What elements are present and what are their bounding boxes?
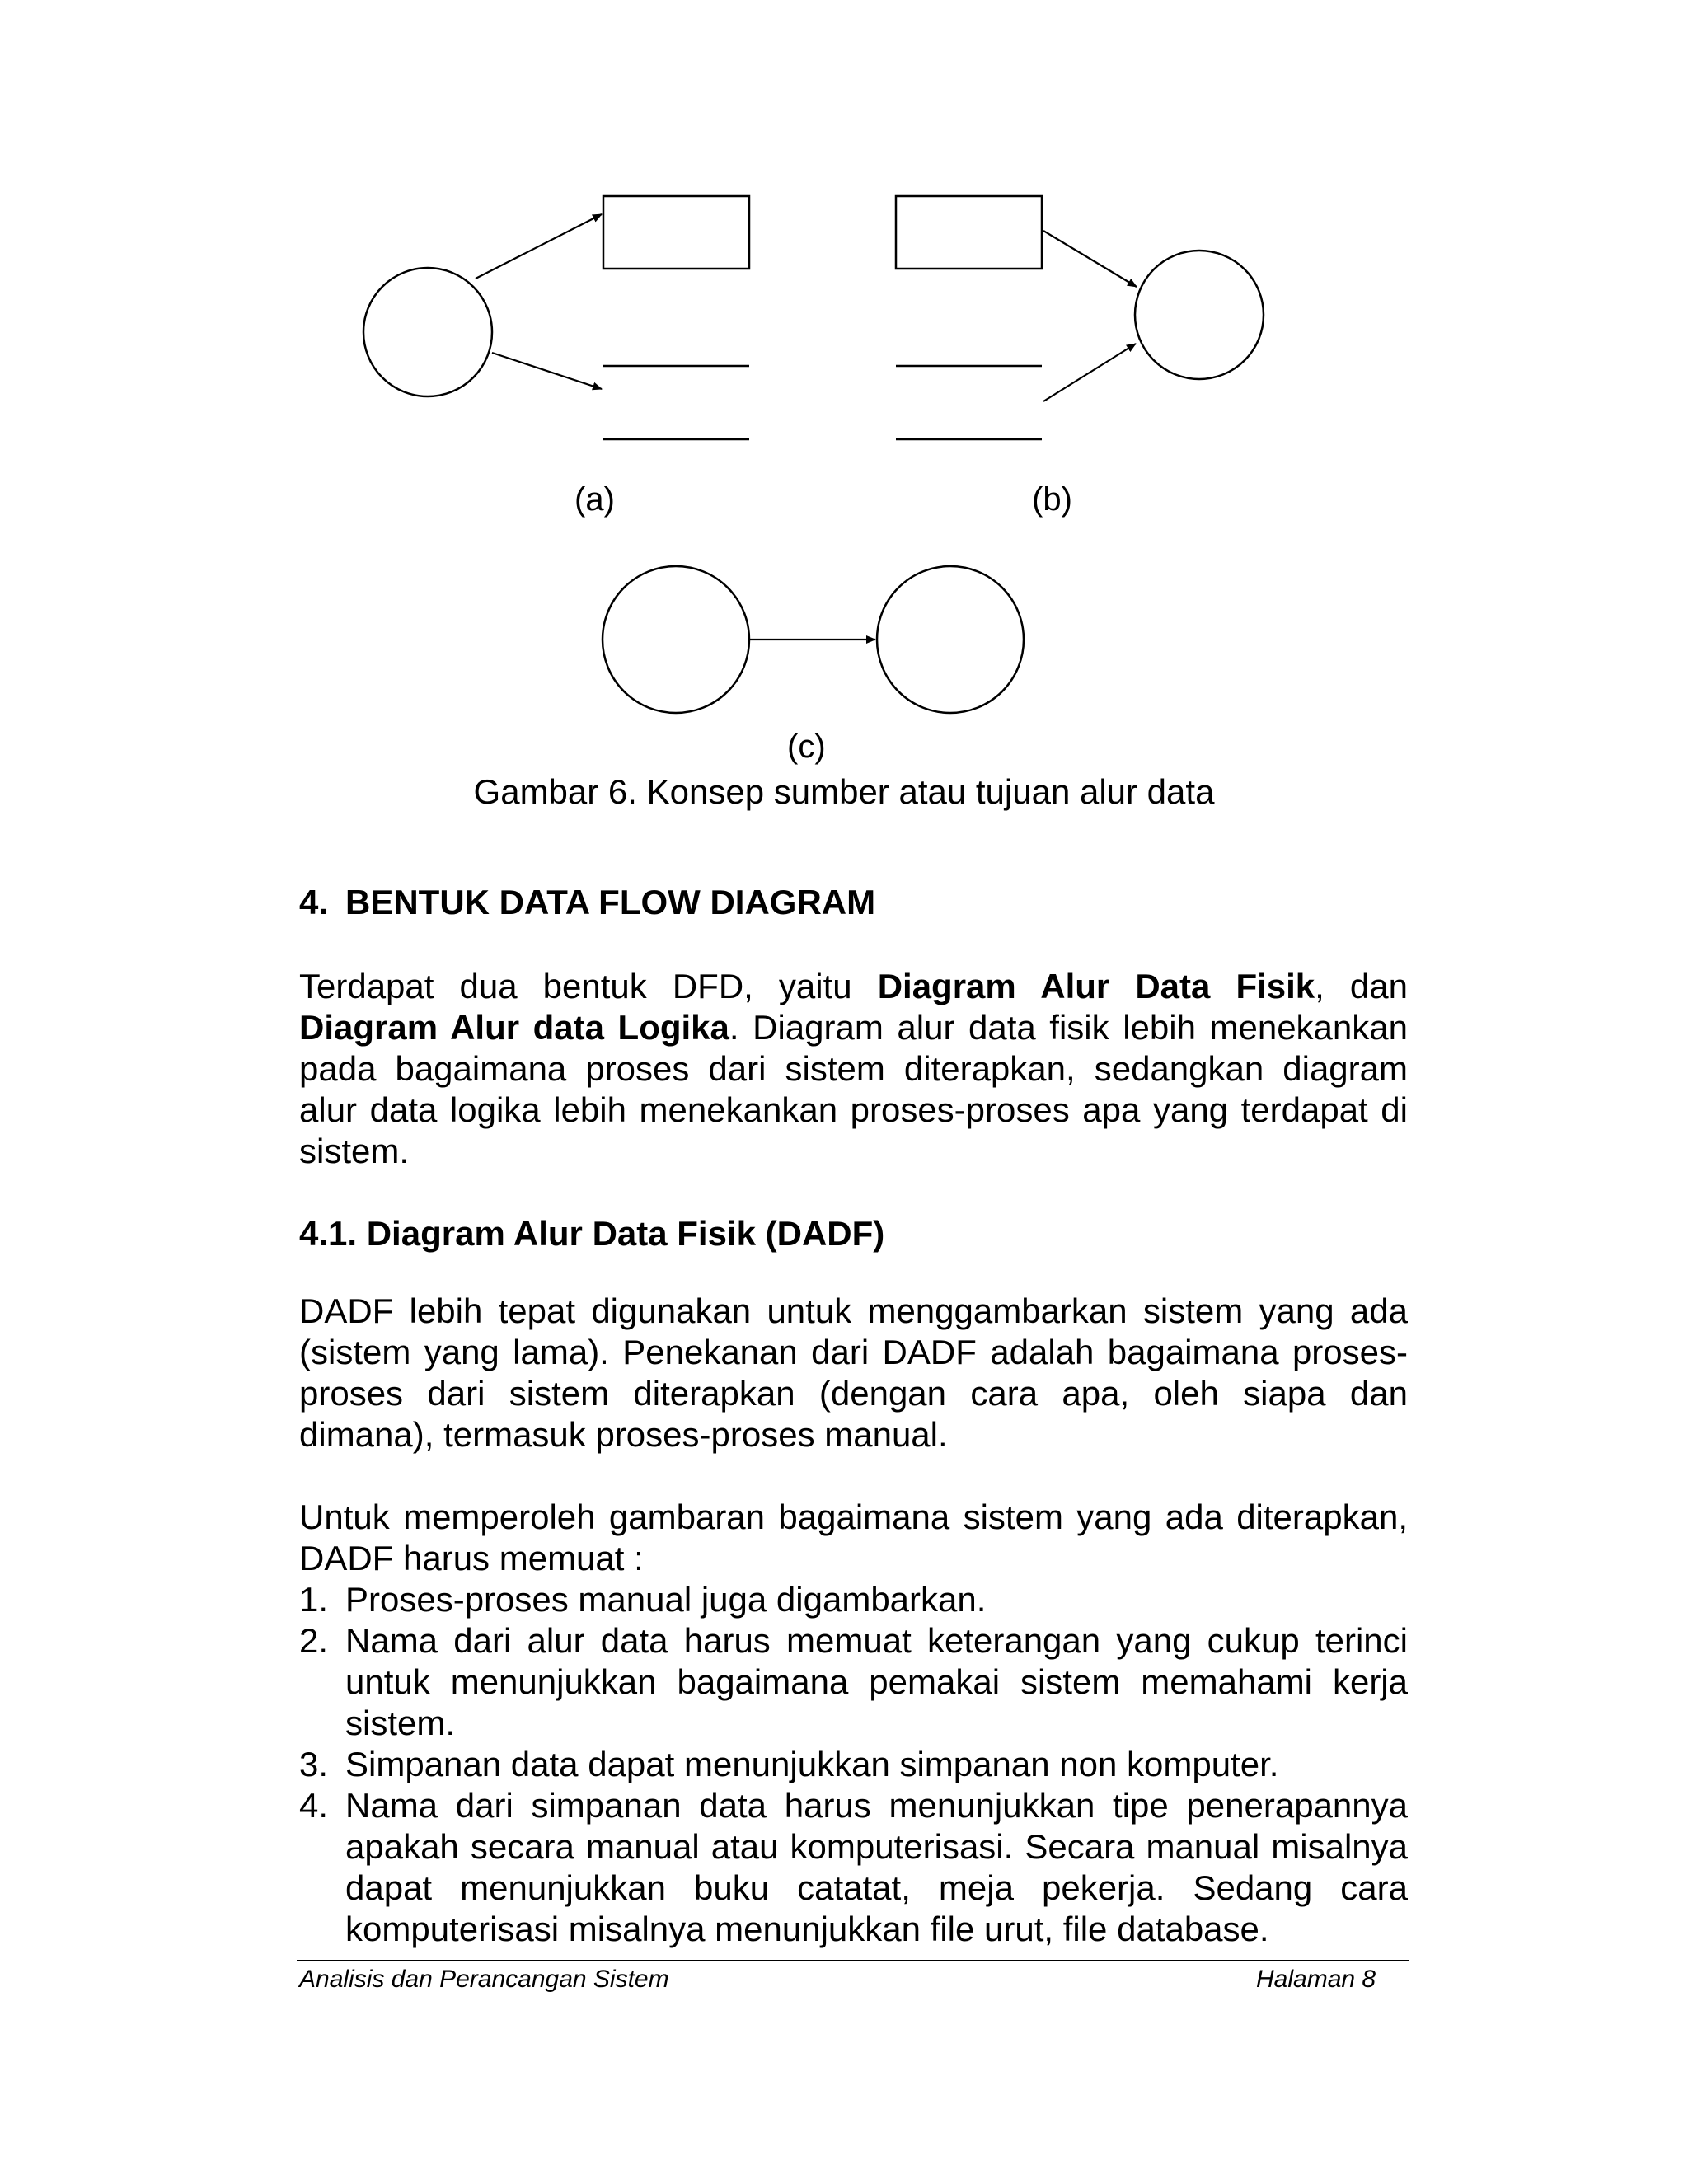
list-item <box>299 1785 1408 1950</box>
para-bold-2: Diagram Alur data Logika <box>299 1008 729 1047</box>
para-text-2: , dan <box>1315 967 1408 1005</box>
list-item <box>299 1620 1408 1744</box>
footer-title: Analisis dan Perancangan Sistem <box>299 1966 669 1993</box>
footer-page-number: Halaman 8 <box>1256 1966 1376 1993</box>
process-circle-c-left <box>603 566 749 713</box>
process-circle-c-right <box>877 566 1024 713</box>
list-item <box>299 1744 1408 1785</box>
section-paragraph <box>299 966 1408 1172</box>
list-item-number: 1. <box>299 1580 329 1619</box>
section-heading <box>299 882 1408 923</box>
flow-arrow-a-to-entity <box>476 214 602 279</box>
footer-divider <box>297 1960 1409 1961</box>
entity-box-b <box>896 196 1042 269</box>
list-item-number: 2. <box>299 1621 329 1660</box>
figure-label-b: (b) <box>1032 481 1072 518</box>
section-title: BENTUK DATA FLOW DIAGRAM <box>345 883 876 921</box>
list-item-number: 3. <box>299 1745 329 1783</box>
list-item <box>299 1579 1408 1620</box>
flow-arrow-entity-to-b <box>1043 231 1137 287</box>
process-circle-a <box>363 268 492 396</box>
requirements-list <box>299 1579 1408 1950</box>
flow-arrow-store-to-b <box>1043 344 1136 401</box>
figure-label-a: (a) <box>574 481 615 518</box>
process-circle-b <box>1135 251 1264 379</box>
list-item-number: 4. <box>299 1786 329 1825</box>
para-bold-1: Diagram Alur Data Fisik <box>877 967 1315 1005</box>
list-item-text: Nama dari simpanan data harus menunjukkan tipe penerapannya apakah secara manual atau komputerisasi. Secara manual misalnya dapat menunjukkan buku catatat, meja pekerja. Sedang cara komputerisasi misalnya menunjukkan file urut, file database. <box>345 1786 1408 1948</box>
entity-box-a <box>603 196 749 269</box>
subsection-heading: 4.1. Diagram Alur Data Fisik (DADF) <box>299 1214 885 1253</box>
document-body <box>299 882 1408 1950</box>
flow-arrow-a-to-store <box>492 353 602 389</box>
section-number: 4. <box>299 883 329 921</box>
subsection-paragraph-2: Untuk memperoleh gambaran bagaimana sistem yang ada diterapkan, DADF harus memuat : <box>299 1497 1408 1577</box>
para-text-1: Terdapat dua bentuk DFD, yaitu <box>299 967 878 1005</box>
list-item-text: Simpanan data dapat menunjukkan simpanan non komputer. <box>345 1745 1279 1783</box>
figure-label-c: (c) <box>787 729 826 765</box>
list-item-text: Nama dari alur data harus memuat keterangan yang cukup terinci untuk menunjukkan bagaimana pemakai sistem memahami kerja sistem. <box>345 1621 1408 1742</box>
para-text-3: . Diagram alur data fisik lebih menekankan pada bagaimana proses dari sistem diterapkan, sedangkan diagram alur data logika lebih menekankan proses-proses apa yang terdapat di sistem. <box>299 1008 1408 1170</box>
figure-caption: Gambar 6. Konsep sumber atau tujuan alur data <box>473 772 1215 811</box>
figure-dfd-concepts <box>0 0 1688 742</box>
list-item-text: Proses-proses manual juga digambarkan. <box>345 1580 987 1619</box>
subsection-paragraph-1: DADF lebih tepat digunakan untuk menggambarkan sistem yang ada (sistem yang lama). Penekanan dari DADF adalah bagaimana proses-proses dari sistem diterapkan (dengan cara apa, oleh siapa dan dimana), termasuk proses-proses manual. <box>299 1291 1408 1454</box>
